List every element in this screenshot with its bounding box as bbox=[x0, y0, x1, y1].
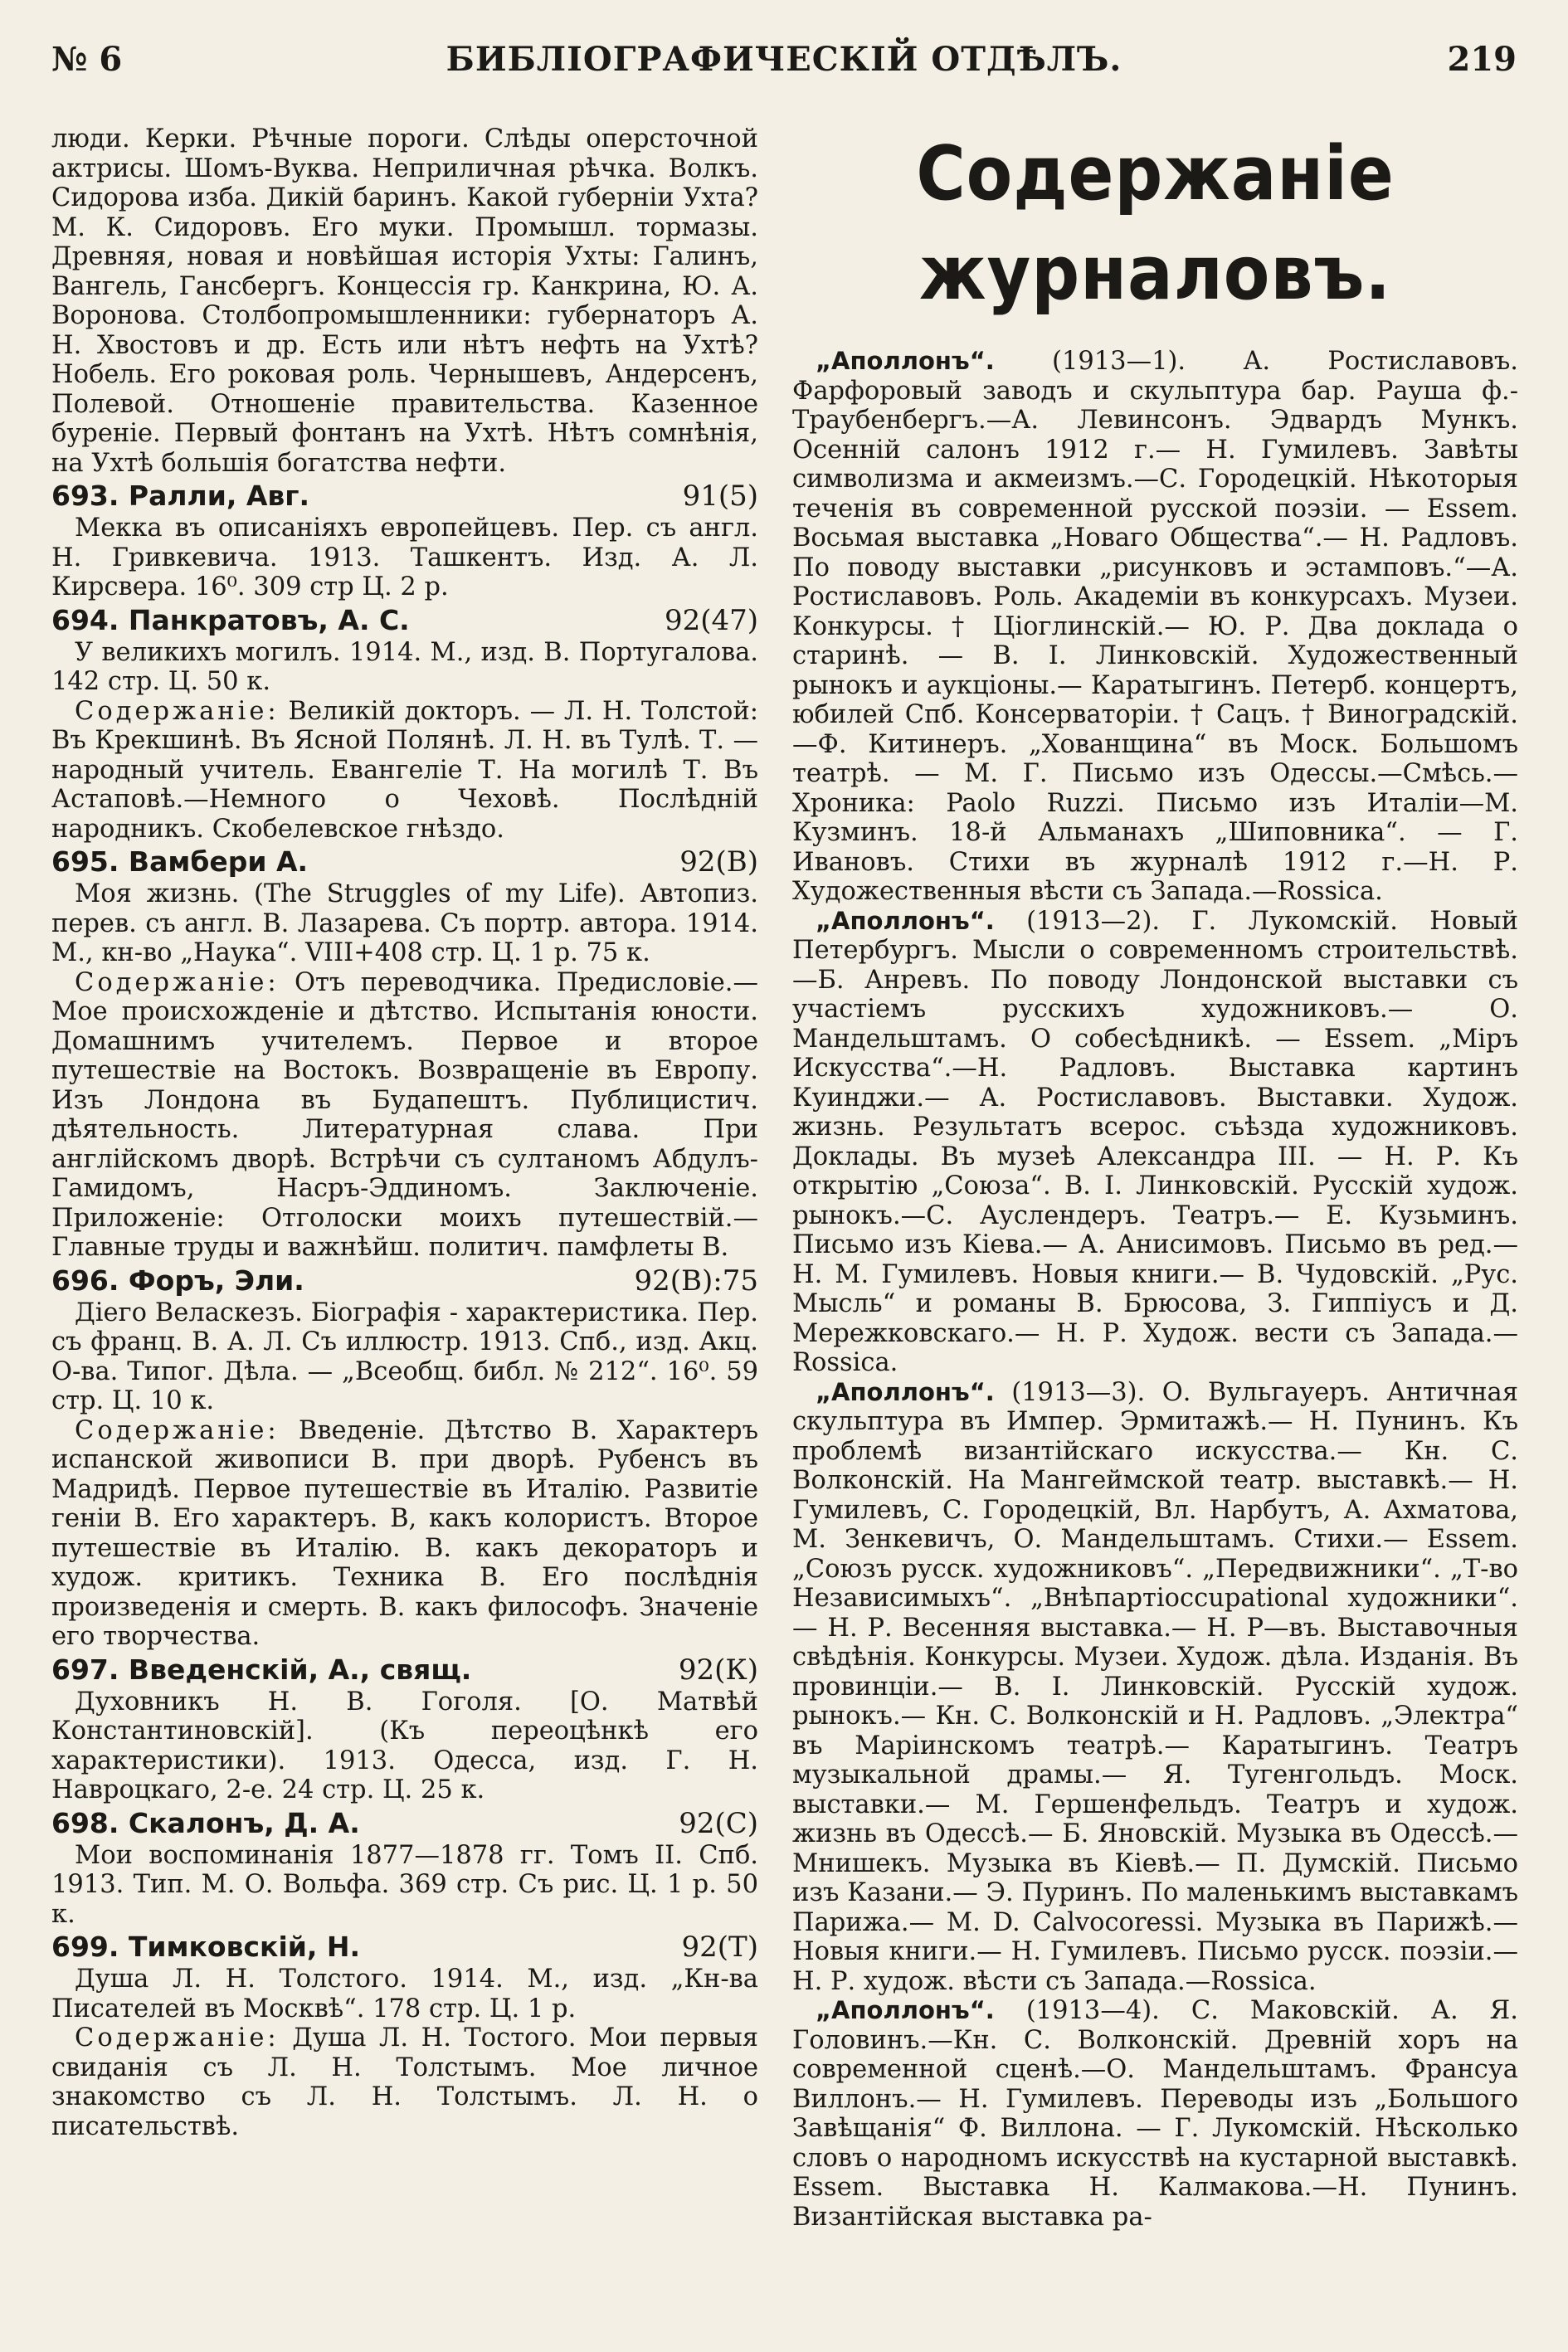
entry-heading-main bbox=[51, 1653, 471, 1687]
classification-code: 91(5) bbox=[682, 480, 758, 513]
right-column bbox=[792, 124, 1518, 2232]
left-column bbox=[51, 124, 758, 2141]
classification-code: 92(В):75 bbox=[634, 1264, 758, 1298]
journal-name: „Аполлонъ“. bbox=[816, 906, 995, 935]
section-title: БИБЛІОГРАФИЧЕСКІЙ ОТДѢЛЪ. bbox=[446, 40, 1122, 79]
entry-number: 696. bbox=[51, 1264, 119, 1297]
entry-heading bbox=[51, 1931, 758, 1964]
entry-heading bbox=[51, 845, 758, 879]
entry-heading-main bbox=[51, 1264, 304, 1298]
contents-label: Содержаніе: bbox=[75, 2023, 280, 2053]
issue-number: № 6 bbox=[51, 40, 123, 79]
bibliography-entry bbox=[51, 1653, 758, 1805]
entry-author: Форъ, Эли. bbox=[128, 1264, 304, 1297]
journal-name: „Аполлонъ“. bbox=[816, 347, 995, 375]
entry-heading bbox=[51, 1264, 758, 1298]
entry-author: Введенскій, А., свящ. bbox=[128, 1653, 472, 1686]
entry-description: Мекка въ описаніяхъ европейцевъ. Пер. съ англ. Н. Гривкевича. 1913. Ташкентъ. Изд. А. Л. Кирсвера. 16⁰. 309 стр Ц. 2 р. bbox=[51, 514, 758, 601]
contents-text: Великій докторъ. — Л. Н. Толстой: Въ Крекшинѣ. Въ Ясной Полянѣ. Л. Н. въ Тулѣ. Т. — народный учитель. Евангеліе Т. На могилѣ Т. Въ Астаповѣ.—Немного о Чеховѣ. Послѣдній народникъ. Скобелевское гнѣздо. bbox=[51, 696, 758, 844]
entry-description: Духовникъ Н. В. Гоголя. [О. Матвѣй Константиновскій]. (Къ переоцѣнкѣ его характеристики). 1913. Одесса, изд. Г. Н. Навроцкаго, 2-е. 24 стр. Ц. 25 к. bbox=[51, 1687, 758, 1804]
entry-author: Тимковскій, Н. bbox=[128, 1931, 361, 1963]
entry-number: 699. bbox=[51, 1931, 119, 1963]
classification-code: 92(С) bbox=[679, 1806, 758, 1840]
entry-number: 695. bbox=[51, 845, 119, 878]
contents-text: Душа Л. Н. Тостого. Мои первыя свиданія съ Л. Н. Толстымъ. Мое личное знакомство съ Л. Н. Толстымъ. Л. Н. о писательствѣ. bbox=[51, 2023, 758, 2141]
journal-contents: (1913—3). О. Вульгауеръ. Античная скульптура въ Импер. Эрмитажѣ.— Н. Пунинъ. Къ проблемѣ византійскаго искусства.— Кн. С. Волконскій. На Мангеймской театр. выставкѣ.— Н. Гумилевъ, С. Городецкій, Вл. Нарбутъ, А. Ахматова, М. Зенкевичъ, О. Мандельштамъ. Стихи.— Essem. „Союзъ русск. художниковъ“. „Передвижники“. „Т-во Независимыхъ“. „Внѣпартіoccupational художники“.— Н. Р. Весенняя выставка.— Н. Р—въ. Выставочныя свѣдѣнія. Конкурсы. Музеи. Худож. дѣла. Изданія. Въ провинціи.— В. І. Линковскій. Русскій худож. рынокъ.— Кн. С. Волконскій и Н. Радловъ. „Электра“ въ Маріинскомъ театрѣ.— Каратыгинъ. Театръ музыкальной драмы.— Я. Тугенгольдъ. Моск. выставки.— М. Гершенфельдъ. Театръ и худож. жизнь въ Одессѣ.— Б. Яновскій. Музыка въ Одессѣ.— Мнишекъ. Музыка въ Кіевѣ.— П. Думскій. Письмо изъ Казани.— Э. Пуринъ. По маленькимъ выставкамъ Парижа.— M. D. Calvocoressi. Музыка въ Парижѣ.— Новыя книги.— Н. Гумилевъ. Письмо русск. поэзіи.— Н. Р. худож. вѣсти съ Запада.—Rossica. bbox=[792, 1377, 1518, 1996]
contents-label: Содержаніе: bbox=[75, 696, 280, 726]
journal-entries bbox=[792, 347, 1518, 2232]
entry-author: Вамбери А. bbox=[128, 845, 309, 878]
entry-heading bbox=[51, 604, 758, 637]
entry-contents bbox=[51, 968, 758, 1263]
entry-heading bbox=[51, 1653, 758, 1687]
entry-heading-main bbox=[51, 1931, 360, 1964]
bibliography-entry bbox=[51, 1264, 758, 1652]
entry-description: Діего Веласкезъ. Біографія - характеристика. Пер. съ франц. В. А. Л. Съ иллюстр. 1913. Спб., изд. Акц. О-ва. Типог. Дѣла. — „Всеобщ. библ. № 212“. 16⁰. 59 стр. Ц. 10 к. bbox=[51, 1298, 758, 1415]
entry-heading bbox=[51, 1807, 758, 1840]
entry-heading bbox=[51, 480, 758, 513]
entry-author: Скалонъ, Д. А. bbox=[128, 1806, 360, 1839]
page-header bbox=[51, 40, 1517, 90]
bibliography-entry bbox=[51, 1931, 758, 2141]
journal-name: „Аполлонъ“. bbox=[816, 1996, 995, 2024]
entry-description: У великихъ могилъ. 1914. М., изд. В. Португалова. 142 стр. Ц. 50 к. bbox=[51, 637, 758, 696]
entry-description: Моя жизнь. (The Struggles of my Life). Автопиз. перев. съ англ. В. Лазарева. Съ портр. автора. 1914. М., кн-во „Наука“. VIII+408 стр. Ц. 1 р. 75 к. bbox=[51, 879, 758, 967]
entry-contents bbox=[51, 697, 758, 845]
contents-text: Отъ переводчика. Предисловіе.—Мое происхожденіе и дѣтство. Испытанія юности. Домашнимъ учителемъ. Первое и второе путешествіе на Востокъ. Возвращеніе въ Европу. Изъ Лондона въ Будапештъ. Публицистич. дѣятельность. Литературная слава. При англійскомъ дворѣ. Встрѣчи съ султаномъ Абдулъ-Гамидомъ, Насръ-Эддиномъ. Заключеніе. Приложеніе: Отголоски моихъ путешествій.—Главные труды и важнѣйш. политич. памфлеты В. bbox=[51, 967, 758, 1262]
journal-entry bbox=[792, 907, 1518, 1378]
contents-label: Содержаніе: bbox=[75, 1415, 280, 1445]
entry-contents bbox=[51, 2023, 758, 2141]
contents-text: Введеніе. Дѣтство В. Характеръ испанской живописи В. при дворѣ. Рубенсъ въ Мадридѣ. Первое путешествіе въ Италію. Развитіе геніи В. Его характеръ. В, какъ колористъ. Второе путешествіе въ Италію. В. какъ декораторъ и худож. критикъ. Техника В. Его послѣднія произведенія и смерть. В. какъ философъ. Значеніе его творчества. bbox=[51, 1415, 758, 1651]
journal-contents: (1913—2). Г. Лукомскій. Новый Петербургъ. Мысли о современномъ строительствѣ.—Б. Анревъ. По поводу Лондонской выставки съ участіемъ русскихъ художниковъ.— О. Мандельштамъ. О собесѣдникѣ. — Essem. „Міръ Искусства“.—Н. Радловъ. Выставка картинъ Куинджи.— А. Ростиславовъ. Выставки. Худож. жизнь. Результатъ всерос. съѣзда художниковъ. Доклады. Въ музеѣ Александра III. — Н. Р. Къ открытію „Союза“. В. І. Линковскій. Русскій худож. рынокъ.—С. Ауслендеръ. Театръ.— Е. Кузьминъ. Письмо изъ Кіева.— А. Анисимовъ. Письмо въ ред.— Н. М. Гумилевъ. Новыя книги.— В. Чудовскій. „Рус. Мысль“ и романы В. Брюсова, З. Гиппіусъ и Д. Мережковскаго.— Н. Р. Худож. вести съ Запада.— Rossica. bbox=[792, 906, 1518, 1377]
continuation-text: люди. Керки. Рѣчные пороги. Слѣды оперсточной актрисы. Шомъ-Вуква. Неприличная рѣчка. Волкъ. Сидорова изба. Дикій баринъ. Какой губерніи Ухта? М. К. Сидоровъ. Его муки. Промышл. тормазы. Древняя, новая и новѣйшая исторія Ухты: Галинъ, Вангель, Гансбергъ. Концессія гр. Канкрина, Ю. А. Воронова. Столбопромышленники: губернаторъ А. Н. Хвостовъ и др. Есть или нѣтъ нефть на Ухтѣ? Нобель. Его роковая роль. Чернышевъ, Андерсенъ, Полевой. Отношеніе правительства. Казенное буреніе. Первый фонтанъ на Ухтѣ. Нѣтъ сомнѣнія, на Ухтѣ большія богатства нефти. bbox=[51, 124, 758, 478]
entry-description: Душа Л. Н. Толстого. 1914. М., изд. „Кн-ва Писателей въ Москвѣ“. 178 стр. Ц. 1 р. bbox=[51, 1965, 758, 2023]
entry-contents bbox=[51, 1416, 758, 1652]
bibliography-entry bbox=[51, 480, 758, 602]
classification-code: 92(В) bbox=[679, 845, 758, 879]
journal-entry bbox=[792, 347, 1518, 907]
entry-number: 694. bbox=[51, 603, 119, 636]
journal-contents: (1913—4). С. Маковскій. А. Я. Головинъ.—Кн. С. Волконскій. Древній хоръ на современной сценѣ.—О. Мандельштамъ. Франсуа Виллонъ.— Н. Гумилевъ. Переводы изъ „Большого Завѣщанія“ Ф. Виллона. — Г. Лукомскій. Нѣсколько словъ о народномъ искусствѣ на кустарной выставкѣ. Essem. Выставка Н. Калмакова.—Н. Пунинъ. Византійская выставка ра- bbox=[792, 1996, 1518, 2232]
bibliography-entry bbox=[51, 604, 758, 845]
page-number: 219 bbox=[1447, 40, 1517, 79]
entry-heading-main bbox=[51, 604, 410, 637]
journal-contents: (1913—1). А. Ростиславовъ. Фарфоровый заводъ и скульптура бар. Рауша ф.-Траубенбергъ.—А. Левинсонъ. Эдвардъ Мункъ. Осенній салонъ 1912 г.— Н. Гумилевъ. Завѣты символизма и акмеизмъ.—С. Городецкій. Нѣкоторыя теченія въ современной русской поэзіи. — Essem. Восьмая выставка „Новаго Общества“.— Н. Радловъ. По поводу выставки „рисунковъ и эстамповъ.“—А. Ростиславовъ. Роль. Академіи въ конкурсахъ. Музеи. Конкурсы. † Ціоглинскій.— Ю. Р. Два доклада о старинѣ. — В. І. Линковскій. Художественный рынокъ и аукціоны.— Каратыгинъ. Петерб. концертъ, юбилей Спб. Консерваторіи. † Сацъ. † Виноградскій.—Ф. Китинеръ. „Хованщина“ въ Моск. Большомъ театрѣ. — М. Г. Письмо изъ Одессы.—Смѣсь.— Хроника: Paolo Ruzzi. Письмо изъ Италіи—М. Кузминъ. 18-й Альманахъ „Шиповника“. — Г. Ивановъ. Стихи въ журналѣ 1912 г.—Н. Р. Художественныя вѣсти съ Запада.—Rossica. bbox=[792, 347, 1518, 906]
entry-heading-main bbox=[51, 845, 308, 879]
journal-name: „Аполлонъ“. bbox=[816, 1377, 995, 1406]
entry-number: 693. bbox=[51, 480, 119, 512]
entry-number: 698. bbox=[51, 1806, 119, 1839]
bibliography-entry bbox=[51, 1807, 758, 1930]
contents-label: Содержаніе: bbox=[75, 967, 280, 997]
entry-heading-main bbox=[51, 1807, 360, 1840]
entry-number: 697. bbox=[51, 1653, 119, 1686]
entry-heading-main bbox=[51, 480, 309, 513]
classification-code: 92(Т) bbox=[681, 1931, 758, 1964]
bibliography-entries bbox=[51, 480, 758, 2141]
entry-description: Мои воспоминанія 1877—1878 гг. Томъ II. Спб. 1913. Тип. М. О. Вольфа. 369 стр. Съ рис. Ц. 1 р. 50 к. bbox=[51, 1840, 758, 1929]
journal-entry bbox=[792, 1378, 1518, 1997]
entry-author: Панкратовъ, А. С. bbox=[128, 603, 410, 636]
entry-author: Ралли, Авг. bbox=[128, 480, 310, 512]
classification-code: 92(47) bbox=[664, 603, 758, 637]
bibliography-entry bbox=[51, 845, 758, 1263]
journals-contents-title: Содержаніе журналовъ. bbox=[916, 130, 1395, 317]
classification-code: 92(К) bbox=[678, 1653, 758, 1687]
journal-entry bbox=[792, 1996, 1518, 2232]
